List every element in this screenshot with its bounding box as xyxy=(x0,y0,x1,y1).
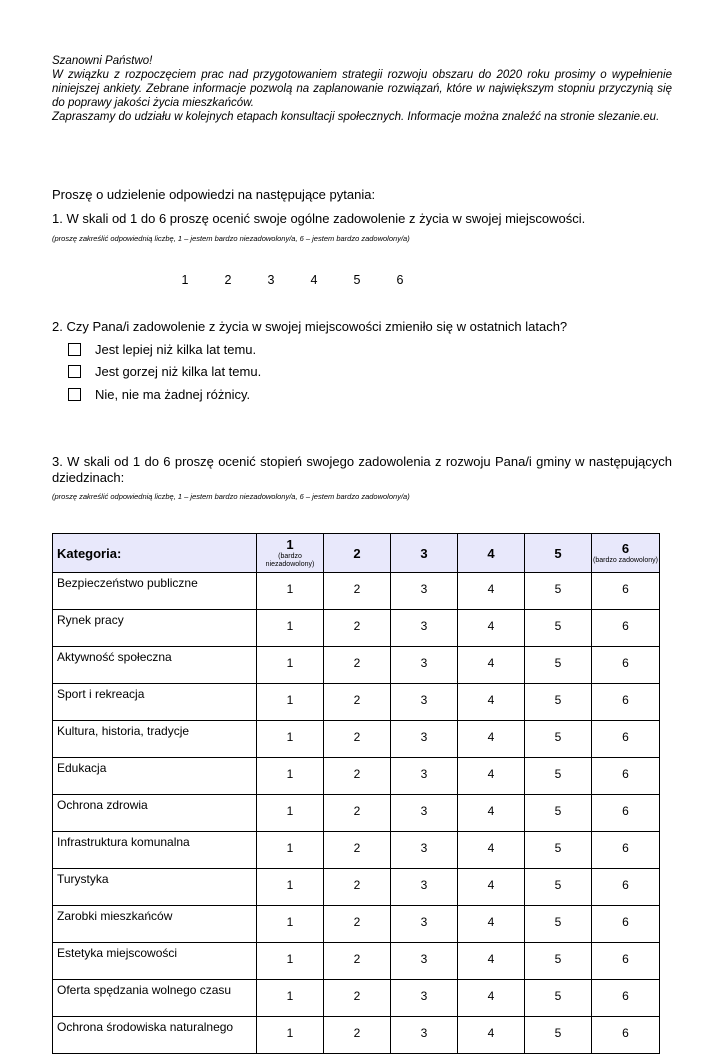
rating-option-2[interactable]: 2 xyxy=(324,795,391,832)
rating-option-6[interactable]: 6 xyxy=(592,795,660,832)
question-2-text: 2. Czy Pana/i zadowolenie z życia w swojej miejscowości zmieniło się w ostatnich latach? xyxy=(52,319,568,334)
scale-value-4[interactable]: 4 xyxy=(310,273,318,287)
rating-option-1[interactable]: 1 xyxy=(257,610,324,647)
question-1-text: 1. W skali od 1 do 6 proszę ocenić swoje ogólne zadowolenie z życia w swojej miejscowości. xyxy=(52,211,586,226)
rating-option-6[interactable]: 6 xyxy=(592,943,660,980)
rating-option-3[interactable]: 3 xyxy=(391,610,458,647)
row-category-label: Turystyka xyxy=(53,869,257,906)
table-row xyxy=(53,684,660,721)
row-category-label: Bezpieczeństwo publiczne xyxy=(53,573,257,610)
row-category-label: Sport i rekreacja xyxy=(53,684,257,721)
rating-option-1[interactable]: 1 xyxy=(257,758,324,795)
scale-value-1[interactable]: 1 xyxy=(181,273,189,287)
rating-option-3[interactable]: 3 xyxy=(391,721,458,758)
rating-option-2[interactable]: 2 xyxy=(324,869,391,906)
rating-option-5[interactable]: 5 xyxy=(525,684,592,721)
rating-option-5[interactable]: 5 xyxy=(525,721,592,758)
rating-option-2[interactable]: 2 xyxy=(324,943,391,980)
rating-option-1[interactable]: 1 xyxy=(257,647,324,684)
rating-option-4[interactable]: 4 xyxy=(458,684,525,721)
rating-option-6[interactable]: 6 xyxy=(592,869,660,906)
table-header-row xyxy=(53,534,660,573)
rating-option-4[interactable]: 4 xyxy=(458,721,525,758)
header-col-1-caption: (bardzo niezadowolony) xyxy=(265,553,315,568)
header-col-2: 2 xyxy=(324,534,391,573)
rating-option-5[interactable]: 5 xyxy=(525,832,592,869)
option-label: Nie, nie ma żadnej różnicy. xyxy=(95,386,251,402)
rating-option-6[interactable]: 6 xyxy=(592,610,660,647)
header-col-6-number: 6 xyxy=(621,541,630,556)
rating-option-4[interactable]: 4 xyxy=(458,610,525,647)
rating-option-6[interactable]: 6 xyxy=(592,684,660,721)
rating-option-2[interactable]: 2 xyxy=(324,758,391,795)
question-1-scale xyxy=(0,273,724,289)
rating-option-4[interactable]: 4 xyxy=(458,573,525,610)
row-category-label: Oferta spędzania wolnego czasu xyxy=(53,980,257,1017)
rating-option-1[interactable]: 1 xyxy=(257,573,324,610)
row-category-label: Zarobki mieszkańców xyxy=(53,906,257,943)
rating-option-3[interactable]: 3 xyxy=(391,758,458,795)
rating-option-5[interactable]: 5 xyxy=(525,795,592,832)
rating-option-1[interactable]: 1 xyxy=(257,869,324,906)
table-row xyxy=(53,610,660,647)
table-body xyxy=(53,573,660,1054)
header-col-5: 5 xyxy=(525,534,592,573)
row-category-label: Kultura, historia, tradycje xyxy=(53,721,257,758)
rating-option-5[interactable]: 5 xyxy=(525,906,592,943)
rating-option-5[interactable]: 5 xyxy=(525,647,592,684)
intro-paragraph-2: Zapraszamy do udziału w kolejnych etapach konsultacji społecznych. Informacje można znaleźć na stronie slezanie.eu. xyxy=(52,111,660,123)
question-2-option-no-difference[interactable] xyxy=(68,386,250,402)
rating-option-5[interactable]: 5 xyxy=(525,758,592,795)
rating-option-1[interactable]: 1 xyxy=(257,795,324,832)
header-col-1-number: 1 xyxy=(286,537,294,552)
rating-option-5[interactable]: 5 xyxy=(525,610,592,647)
rating-option-2[interactable]: 2 xyxy=(324,906,391,943)
rating-option-6[interactable]: 6 xyxy=(592,832,660,869)
rating-option-6[interactable]: 6 xyxy=(592,980,660,1017)
rating-option-4[interactable]: 4 xyxy=(458,832,525,869)
table-row xyxy=(53,832,660,869)
intro-paragraph-1: W związku z rozpoczęciem prac nad przygotowaniem strategii rozwoju obszaru do 2020 roku prosimy o wypełnienie niniejszej ankiety. Zebrane informacje pozwolą na zaplanowanie rozwiązań, które w największym stopniu przyczynią się do poprawy jakości życia mieszkańców. xyxy=(52,69,672,109)
table-row xyxy=(53,647,660,684)
rating-option-2[interactable]: 2 xyxy=(324,980,391,1017)
rating-option-4[interactable]: 4 xyxy=(458,795,525,832)
rating-option-3[interactable]: 3 xyxy=(391,573,458,610)
rating-option-1[interactable]: 1 xyxy=(257,721,324,758)
rating-table xyxy=(52,533,660,1054)
scale-value-5[interactable]: 5 xyxy=(353,273,361,287)
table-row xyxy=(53,943,660,980)
row-category-label: Rynek pracy xyxy=(53,610,257,647)
rating-option-3[interactable]: 3 xyxy=(391,832,458,869)
question-3-note: (proszę zakreślić odpowiednią liczbę, 1 – jestem bardzo niezadowolony/a, 6 – jestem bardzo zadowolony/a) xyxy=(52,492,410,501)
table-row xyxy=(53,795,660,832)
question-1-note: (proszę zakreślić odpowiednią liczbę, 1 – jestem bardzo niezadowolony/a, 6 – jestem bardzo zadowolony/a) xyxy=(52,234,410,243)
row-category-label: Infrastruktura komunalna xyxy=(53,832,257,869)
rating-option-1[interactable]: 1 xyxy=(257,684,324,721)
rating-option-6[interactable]: 6 xyxy=(592,1017,660,1054)
table-row xyxy=(53,721,660,758)
rating-option-1[interactable]: 1 xyxy=(257,832,324,869)
rating-option-6[interactable]: 6 xyxy=(592,721,660,758)
rating-option-4[interactable]: 4 xyxy=(458,906,525,943)
greeting: Szanowni Państwo! xyxy=(52,55,153,67)
question-2-option-worse[interactable] xyxy=(68,363,261,379)
rating-option-5[interactable]: 5 xyxy=(525,1017,592,1054)
table-row xyxy=(53,906,660,943)
questions-lead: Proszę o udzielenie odpowiedzi na następujące pytania: xyxy=(52,187,376,202)
rating-option-6[interactable]: 6 xyxy=(592,906,660,943)
row-category-label: Aktywność społeczna xyxy=(53,647,257,684)
rating-option-1[interactable]: 1 xyxy=(257,1017,324,1054)
rating-option-5[interactable]: 5 xyxy=(525,573,592,610)
row-category-label: Ochrona zdrowia xyxy=(53,795,257,832)
table-row xyxy=(53,758,660,795)
rating-option-3[interactable]: 3 xyxy=(391,684,458,721)
rating-option-3[interactable]: 3 xyxy=(391,795,458,832)
checkbox[interactable] xyxy=(68,388,81,401)
rating-option-6[interactable]: 6 xyxy=(592,573,660,610)
checkbox[interactable] xyxy=(68,343,81,356)
rating-option-2[interactable]: 2 xyxy=(324,684,391,721)
rating-option-5[interactable]: 5 xyxy=(525,869,592,906)
rating-option-6[interactable]: 6 xyxy=(592,647,660,684)
header-col-6-caption: (bardzo zadowolony) xyxy=(593,557,658,564)
rating-option-3[interactable]: 3 xyxy=(391,943,458,980)
scale-value-3[interactable]: 3 xyxy=(267,273,275,287)
rating-option-4[interactable]: 4 xyxy=(458,980,525,1017)
row-category-label: Edukacja xyxy=(53,758,257,795)
header-col-1 xyxy=(257,534,324,573)
rating-option-2[interactable]: 2 xyxy=(324,610,391,647)
rating-option-4[interactable]: 4 xyxy=(458,647,525,684)
table-row xyxy=(53,1017,660,1054)
rating-option-2[interactable]: 2 xyxy=(324,1017,391,1054)
rating-option-2[interactable]: 2 xyxy=(324,721,391,758)
rating-option-6[interactable]: 6 xyxy=(592,758,660,795)
header-col-6 xyxy=(592,534,660,573)
option-label: Jest gorzej niż kilka lat temu. xyxy=(95,363,262,379)
rating-option-5[interactable]: 5 xyxy=(525,943,592,980)
row-category-label: Ochrona środowiska naturalnego xyxy=(53,1017,257,1054)
checkbox[interactable] xyxy=(68,365,81,378)
rating-option-4[interactable]: 4 xyxy=(458,869,525,906)
rating-option-4[interactable]: 4 xyxy=(458,1017,525,1054)
rating-option-2[interactable]: 2 xyxy=(324,647,391,684)
question-3-text: 3. W skali od 1 do 6 proszę ocenić stopień swojego zadowolenia z rozwoju Pana/i gminy w następujących dziedzinach: xyxy=(52,454,672,485)
rating-option-5[interactable]: 5 xyxy=(525,980,592,1017)
rating-option-2[interactable]: 2 xyxy=(324,573,391,610)
rating-option-3[interactable]: 3 xyxy=(391,869,458,906)
scale-value-6[interactable]: 6 xyxy=(396,273,404,287)
header-col-4: 4 xyxy=(458,534,525,573)
rating-option-1[interactable]: 1 xyxy=(257,943,324,980)
option-label: Jest lepiej niż kilka lat temu. xyxy=(95,341,257,357)
rating-option-3[interactable]: 3 xyxy=(391,980,458,1017)
intro-text xyxy=(52,54,672,124)
table-row xyxy=(53,980,660,1017)
rating-option-2[interactable]: 2 xyxy=(324,832,391,869)
rating-option-3[interactable]: 3 xyxy=(391,906,458,943)
rating-option-4[interactable]: 4 xyxy=(458,943,525,980)
rating-option-1[interactable]: 1 xyxy=(257,906,324,943)
rating-option-4[interactable]: 4 xyxy=(458,758,525,795)
scale-value-2[interactable]: 2 xyxy=(224,273,232,287)
rating-option-1[interactable]: 1 xyxy=(257,980,324,1017)
row-category-label: Estetyka miejscowości xyxy=(53,943,257,980)
header-col-3: 3 xyxy=(391,534,458,573)
table-row xyxy=(53,573,660,610)
table-row xyxy=(53,869,660,906)
rating-option-3[interactable]: 3 xyxy=(391,1017,458,1054)
rating-option-3[interactable]: 3 xyxy=(391,647,458,684)
header-category: Kategoria: xyxy=(53,534,257,573)
question-2-option-better[interactable] xyxy=(68,341,256,357)
